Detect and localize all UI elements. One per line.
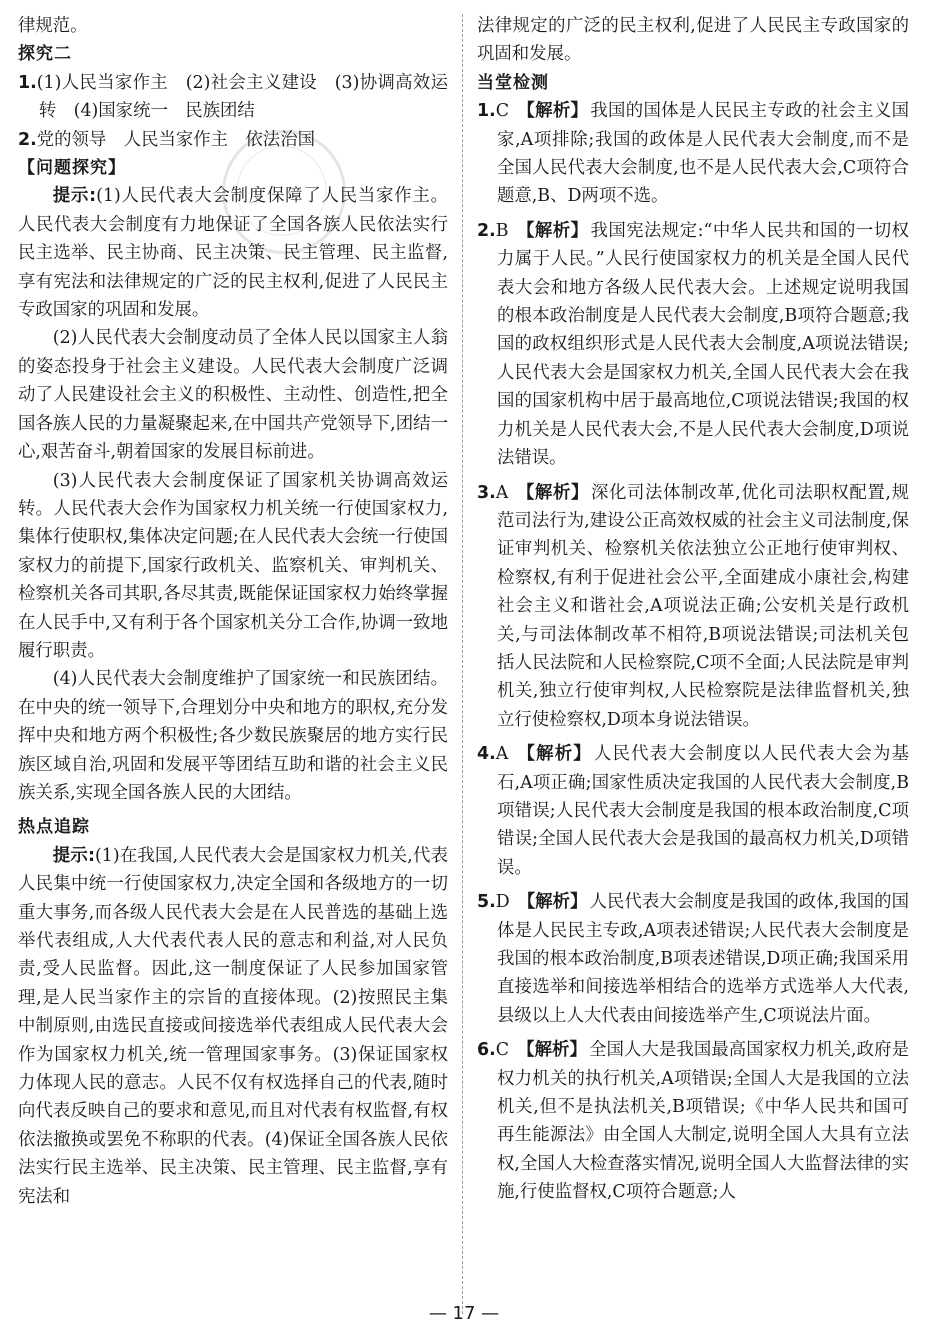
hint-label: 提示: [52, 186, 97, 207]
answer-item [477, 888, 909, 1030]
paragraph: (4)人民代表大会制度维护了国家统一和民族团结。在中央的统一领导下,合理划分中央和地方的职权,充分发挥中央和地方两个积极性;各少数民族聚居的地方实行民族区域自治,巩固和发展平等团结互助和谐的社会主义民族关系,实现全国各族人民的大团结。 [18, 669, 448, 803]
answer-number: 1. [477, 101, 496, 122]
answer-choice: C [495, 101, 510, 122]
analysis-text: 人民代表大会制度以人民代表大会为基石,A项正确;国家性质决定我国的人民代表大会制度,B项错误;人民代表大会制度是我国的根本政治制度,C项错误;全国人民代表大会是我国的最高权力机关,D项错误。 [497, 744, 909, 878]
analysis-tag: 【解析】 [516, 220, 589, 241]
answer-item [477, 217, 909, 473]
answer-choice: A [495, 744, 509, 765]
section-title: 探究二 [18, 44, 72, 65]
paragraph: (2)人民代表大会制度动员了全体人民以国家主人翁的姿态投身于社会主义建设。人民代表大会制度广泛调动了人民建设社会主义的积极性、主动性、创造性,把全国各族人民的力量凝聚起来,在中国共产党领导下,团结一心,艰苦奋斗,朝着国家的发展目标前进。 [18, 328, 448, 463]
answer-choice: A [495, 482, 509, 503]
analysis-text: 深化司法体制改革,优化司法职权配置,规范司法行为,建设公正高效权威的社会主义司法制度,保证审判机关、检察机关依法独立公正地行使审判权、检察权,有利于促进社会公平,全面建成小康社会,构建社会主义和谐社会,A项说法正确;公安机关是行政机关,与司法体制改革不相符,B项说法错误;司法机关包括人民法院和人民检察院,C项不全面;人民法院是审判机关,独立行使审判权,人民检察院是法律监督机关,独立行使检察权,D项本身说法错误。 [497, 482, 909, 730]
answer-item [477, 1036, 909, 1206]
answer-number: 3. [477, 482, 496, 503]
analysis-text: 人民代表大会制度是我国的政体,我国的国体是人民民主专政,A项表述错误;人民代表大会制度是我国的根本政治制度,B项表述错误,D项正确;我国采用直接选举和间接选举相结合的选举方式选举人大代表,县级以上人大代表由间接选举产生,C项说法片面。 [497, 892, 909, 1026]
right-column [477, 12, 909, 1213]
answer-item [477, 97, 909, 211]
paragraph [18, 182, 448, 324]
analysis-text: 我国的国体是人民民主专政的社会主义国家,A项排除;我国的政体是人民代表大会制度,而不是全国人民代表大会制度,也不是人民代表大会,C项符合题意,B、D两项不选。 [497, 101, 909, 207]
item-number: 1. [18, 72, 37, 93]
answer-number: 2. [477, 220, 496, 241]
analysis-text: 全国人大是我国最高国家权力机关,政府是权力机关的执行机关,A项错误;全国人大是我国的立法机关,但不是执法机关,B项错误;《中华人民共和国可再生能源法》由全国人大制定,说明全国人大具有立法权,全国人大检查落实情况,说明全国人大监督法律的实施,行使监督权,C项符合题意;人 [497, 1040, 909, 1203]
answer-choice: D [495, 892, 510, 913]
hint-label: 提示: [52, 845, 95, 866]
paragraph-text: (1)人民代表大会制度保障了人民当家作主。人民代表大会制度有力地保证了全国各族人民依法实行民主选举、民主协商、民主决策、民主管理、民主监督,享有宪法和法律规定的广泛的民主权利,促进了人民民主专政国家的巩固和发展。 [18, 186, 448, 321]
item-number: 2. [18, 129, 37, 150]
answer-number: 5. [477, 892, 496, 913]
check-title: 当堂检测 [477, 72, 549, 93]
answer-item [477, 740, 909, 882]
analysis-tag: 【解析】 [516, 482, 589, 503]
analysis-tag: 【解析】 [517, 892, 588, 913]
column-divider [462, 14, 463, 1314]
list-item [18, 69, 448, 126]
answer-choice: C [495, 1040, 510, 1061]
answer-number: 4. [477, 744, 496, 765]
item-text: (1)人民当家作主 (2)社会主义建设 (3)协调高效运转 (4)国家统一 民族团结 [36, 72, 448, 122]
answer-list [477, 97, 909, 1206]
analysis-tag: 【解析】 [517, 101, 589, 122]
answer-number: 6. [477, 1040, 496, 1061]
paragraph: (3)人民代表大会制度保证了国家机关协调高效运转。人民代表大会作为国家权力机关统一行使国家权力,集体行使职权,集体决定问题;在人民代表大会统一行使国家权力的前提下,国家行政机关、监察机关、审判机关、检察机关各司其职,各尽其责,既能保证国家权力始终掌握在人民手中,又有利于各个国家机关分工合作,协调一致地履行职责。 [18, 470, 448, 661]
paragraph-text: (1)在我国,人民代表大会是国家权力机关,代表人民集中统一行使国家权力,决定全国和各级地方的一切重大事务,而各级人民代表大会是在人民普选的基础上选举代表组成,人大代表代表人民的意志和利益,对人民负责,受人民监督。因此,这一制度保证了人民参加国家管理,是人民当家作主的宗旨的直接体现。(2)按照民主集中制原则,由选民直接或间接选举代表组成人民代表大会作为国家权力机关,统一管理国家事务。(3)保证国家权力体现人民的意志。人民不仅有权选择自己的代表,随时向代表反映自己的要求和意见,而且对代表有权监督,有权依法撤换或罢免不称职的代表。(4)保证全国各族人民依法实行民主选举、民主决策、民主管理、民主监督,享有宪法和 [18, 845, 448, 1207]
list-item [18, 126, 448, 154]
paragraph [18, 842, 448, 1211]
analysis-tag: 【解析】 [517, 1040, 587, 1061]
answer-choice: B [495, 220, 509, 241]
answer-item [477, 479, 909, 735]
analysis-text: 我国宪法规定:“中华人民共和国的一切权力属于人民。”人民行使国家权力的机关是全国人民代表大会和地方各级人民代表大会。上述规定说明我国的根本政治制度是人民代表大会制度,B项符合题意;我国的政权组织形式是人民代表大会制度,A项说法错误;人民代表大会是国家权力机关,全国人民代表大会在我国的国家机构中居于最高地位,C项说法错误;我国的权力机关是人民代表大会,不是人民代表大会制度,D项说法错误。 [497, 220, 909, 469]
intro-text: 律规范。 [18, 16, 88, 36]
left-column [18, 12, 448, 1211]
continuation-text: 法律规定的广泛的民主权利,促进了人民民主专政国家的巩固和发展。 [477, 16, 909, 65]
answer-list [18, 69, 448, 154]
problem-title: 【问题探究】 [18, 158, 126, 179]
item-text: 党的领导 人民当家作主 依法治国 [36, 129, 315, 150]
hot-title: 热点追踪 [18, 817, 90, 838]
analysis-tag: 【解析】 [516, 744, 592, 765]
page-number: — 17 — [428, 1303, 500, 1324]
